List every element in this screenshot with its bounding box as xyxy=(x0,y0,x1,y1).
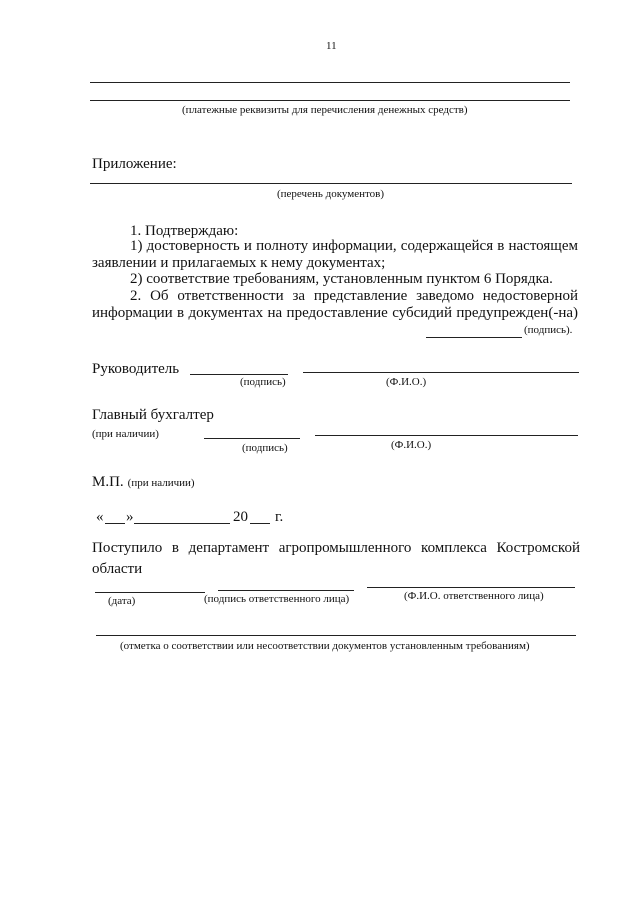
date-day-line[interactable] xyxy=(105,523,125,524)
received-date-line[interactable] xyxy=(95,592,205,593)
responsibility-line1: 2. Об ответственности за представление заведомо недостоверной xyxy=(130,288,578,304)
stamp-label: М.П. xyxy=(92,474,124,490)
received-date-caption: (дата) xyxy=(108,595,136,607)
responsibility-signature-caption: (подпись). xyxy=(524,324,573,336)
stamp-note: (при наличии) xyxy=(127,477,195,489)
date-year-prefix: 20 xyxy=(233,509,248,525)
responsibility-line2: информации в документах на предоставление субсидий предупрежден(-на) xyxy=(92,305,578,321)
accountant-note: (при наличии) xyxy=(92,428,159,440)
page-number: 11 xyxy=(326,40,337,52)
received-name-line[interactable] xyxy=(367,587,575,588)
received-line2: области xyxy=(92,561,143,577)
confirm-heading: 1. Подтверждаю: xyxy=(130,223,239,239)
payment-caption: (платежные реквизиты для перечисления денежных средств) xyxy=(182,104,468,116)
appendix-caption: (перечень документов) xyxy=(277,188,384,200)
accountant-signature-caption: (подпись) xyxy=(242,442,288,454)
head-label: Руководитель xyxy=(92,361,180,377)
date-month-line[interactable] xyxy=(134,523,230,524)
date-year-line[interactable] xyxy=(250,523,270,524)
confirm-item1-line1: 1) достоверность и полноту информации, содержащейся в настоящем xyxy=(130,238,578,254)
appendix-label: Приложение: xyxy=(92,156,177,172)
date-year-suffix: г. xyxy=(275,509,284,525)
confirm-item1-line2: заявлении и прилагаемых к нему документах; xyxy=(92,255,386,271)
received-signature-caption: (подпись ответственного лица) xyxy=(204,593,350,605)
accountant-name-caption: (Ф.И.О.) xyxy=(391,439,432,451)
accountant-signature-line[interactable] xyxy=(204,438,300,439)
date-close-quote: » xyxy=(126,509,134,525)
accountant-name-line[interactable] xyxy=(315,435,578,436)
head-name-line[interactable] xyxy=(303,372,579,373)
head-name-caption: (Ф.И.О.) xyxy=(386,376,427,388)
appendix-line[interactable] xyxy=(90,183,572,184)
confirm-item2: 2) соответствие требованиям, установленным пунктом 6 Порядка. xyxy=(130,271,553,287)
compliance-caption: (отметка о соответствии или несоответствии документов установленным требованиям) xyxy=(120,640,530,652)
payment-line-2[interactable] xyxy=(90,100,570,101)
date-open-quote: « xyxy=(96,509,104,525)
received-line1: Поступило в департамент агропромышленного комплекса Костромской xyxy=(92,540,580,556)
head-signature-line[interactable] xyxy=(190,374,288,375)
head-signature-caption: (подпись) xyxy=(240,376,286,388)
stamp-block xyxy=(92,473,195,491)
payment-line-1[interactable] xyxy=(90,82,570,83)
received-signature-line[interactable] xyxy=(218,590,354,591)
received-name-caption: (Ф.И.О. ответственного лица) xyxy=(404,590,544,602)
responsibility-signature-line[interactable] xyxy=(426,337,522,338)
compliance-line[interactable] xyxy=(96,635,576,636)
accountant-label: Главный бухгалтер xyxy=(92,407,214,423)
